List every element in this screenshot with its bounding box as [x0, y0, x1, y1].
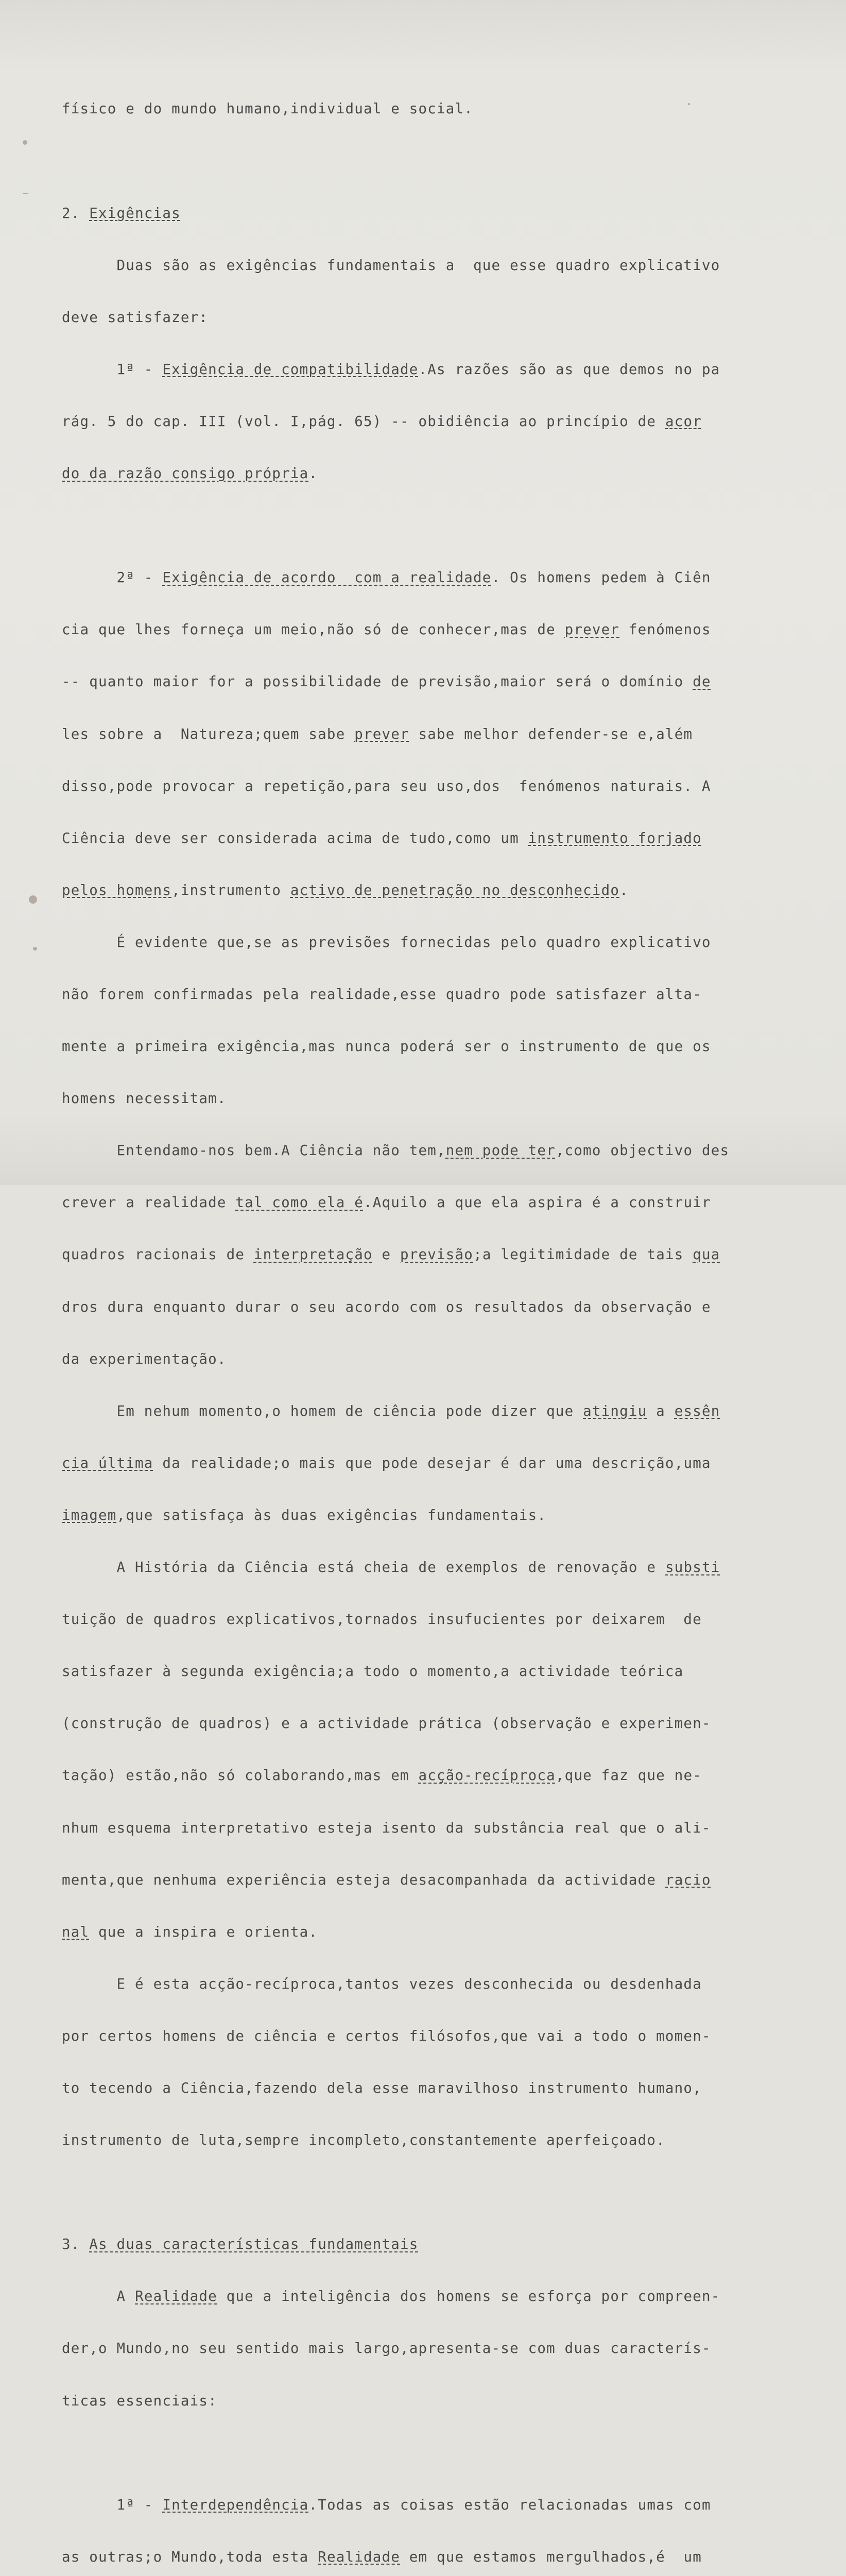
text-line: der,o Mundo,no seu sentido mais largo,apresenta-se com duas caracterís- [62, 2340, 711, 2357]
margin-mark [23, 193, 28, 194]
text-line: A História da Ciência está cheia de exemplos de renovação e substi [62, 1559, 720, 1576]
blank-line [62, 517, 793, 535]
text-line: nhum esquema interpretativo esteja isento da substância real que o ali- [62, 1819, 711, 1836]
text-line: 2ª - Exigência de acordo com a realidade. Os homens pedem à Ciên [62, 569, 711, 586]
text-line: Duas são as exigências fundamentais a que esse quadro explicativo [62, 257, 720, 274]
margin-spot [23, 140, 27, 145]
margin-spot [29, 895, 37, 904]
text-line: físico e do mundo humano,individual e social. [62, 100, 474, 117]
blank-line [62, 153, 793, 171]
section-heading-3: 3. As duas características fundamentais [62, 2236, 419, 2253]
text-line: 1ª - Exigência de compatibilidade.As razões são as que demos no pa [62, 361, 720, 378]
text-line: to tecendo a Ciência,fazendo dela esse maravilhoso instrumento humano, [62, 2079, 702, 2096]
text-line: deve satisfazer: [62, 309, 209, 326]
heading-underlined: Exigências [89, 205, 181, 222]
text-line: tação) estão,não só colaborando,mas em acção-recíproca,que faz que ne- [62, 1767, 702, 1784]
text-line: homens necessitam. [62, 1090, 227, 1107]
text-line: Entendamo-nos bem.A Ciência não tem,nem pode ter,como objectivo des [62, 1142, 730, 1159]
text-line: Em nehum momento,o homem de ciência pode dizer que atingiu a essên [62, 1402, 720, 1419]
blank-line [62, 2445, 793, 2462]
text-line: por certos homens de ciência e certos filósofos,que vai a todo o momen- [62, 2027, 711, 2044]
text-line: nal que a inspira e orienta. [62, 1923, 318, 1940]
text-line: Ciência deve ser considerada acima de tudo,como um instrumento forjado [62, 829, 702, 846]
text-line: mente a primeira exigência,mas nunca poderá ser o instrumento de que os [62, 1038, 711, 1055]
text-line: tuição de quadros explicativos,tornados insufucientes por deixarem de [62, 1611, 702, 1628]
text-line: crever a realidade tal como ela é.Aquilo a que ela aspira é a construir [62, 1194, 711, 1211]
text-line: 1ª - Interdependência.Todas as coisas estão relacionadas umas com [62, 2496, 711, 2513]
text-line: É evidente que,se as previsões fornecidas pelo quadro explicativo [62, 934, 711, 951]
margin-spot [33, 947, 37, 951]
text-line: les sobre a Natureza;quem sabe prever sabe melhor defender-se e,além [62, 725, 693, 742]
text-line: cia última da realidade;o mais que pode desejar é dar uma descrição,uma [62, 1454, 711, 1471]
document-text [62, 66, 793, 2576]
blank-line [62, 2184, 793, 2201]
text-line: não forem confirmadas pela realidade,esse quadro pode satisfazer alta- [62, 986, 702, 1003]
text-line: do da razão consigo própria. [62, 465, 318, 482]
text-line: pelos homens,instrumento activo de penetração no desconhecido. [62, 882, 629, 899]
text-line: -- quanto maior for a possibilidade de previsão,maior será o domínio de [62, 673, 711, 690]
text-line: rág. 5 do cap. III (vol. I,pág. 65) -- obidiência ao princípio de acor [62, 413, 702, 430]
text-line: E é esta acção-recíproca,tantos vezes desconhecida ou desdenhada [62, 1975, 702, 1992]
heading-underlined: As duas características fundamentais [89, 2236, 419, 2253]
text-line: A Realidade que a inteligência dos homens se esforça por compreen- [62, 2288, 720, 2305]
text-line: disso,pode provocar a repetição,para seu uso,dos fenómenos naturais. A [62, 777, 711, 794]
text-line: dros dura enquanto durar o seu acordo com os resultados da observação e [62, 1298, 711, 1315]
text-line: (construção de quadros) e a actividade prática (observação e experimen- [62, 1715, 711, 1732]
text-line: instrumento de luta,sempre incompleto,constantemente aperfeiçoado. [62, 2132, 665, 2149]
text-line: quadros racionais de interpretação e previsão;a legitimidade de tais qua [62, 1246, 720, 1263]
text-line: ticas essenciais: [62, 2392, 217, 2409]
text-line: da experimentação. [62, 1350, 227, 1367]
section-heading-2: 2. Exigências [62, 205, 181, 222]
text-line: imagem,que satisfaça às duas exigências fundamentais. [62, 1506, 547, 1523]
text-line: menta,que nenhuma experiência esteja desacompanhada da actividade racio [62, 1871, 711, 1888]
text-line: as outras;o Mundo,toda esta Realidade em que estamos mergulhados,é um [62, 2548, 702, 2565]
text-line: cia que lhes forneça um meio,não só de conhecer,mas de prever fenómenos [62, 621, 711, 638]
text-line: satisfazer à segunda exigência;a todo o momento,a actividade teórica [62, 1663, 684, 1680]
